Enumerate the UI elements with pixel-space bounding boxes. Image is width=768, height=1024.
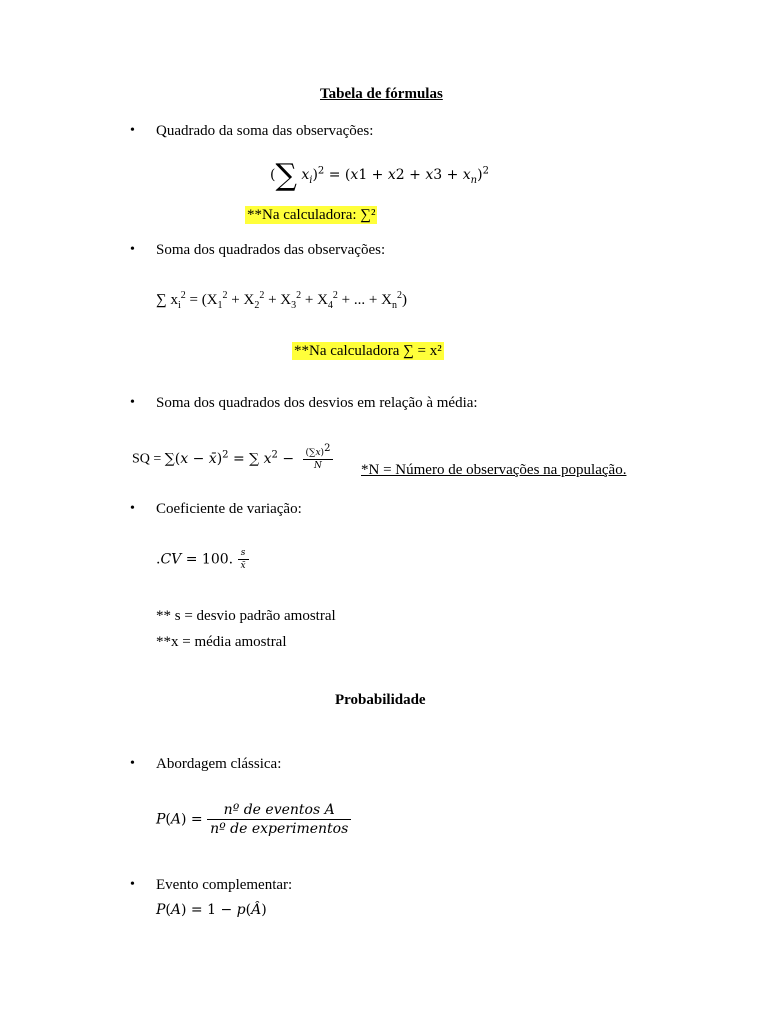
section-heading-probabilidade: Probabilidade (335, 692, 426, 708)
page-title: Tabela de fórmulas (320, 86, 443, 102)
note-s-desvio: ** s = desvio padrão amostral (156, 608, 336, 624)
calc-note-quadrado-soma (245, 206, 377, 224)
formula-sq: SQ = ∑(x − x̄)$^2$ = ∑ $x^2$ − $\frac{(\sum x)^2}{N}$ (132, 448, 333, 471)
bullet-dot: • (130, 877, 135, 892)
item-label-soma-quadrados: Soma dos quadrados das observações: (156, 242, 386, 258)
note-x-media: **x = média amostral (156, 634, 287, 650)
formula-quadrado-soma: (∑ $x_i)^2 = (x1 + x2 + x3 + x_n)^2$ (270, 158, 489, 193)
formula-evento-complementar: P(A) = 1 − p(Â) (156, 902, 267, 918)
bullet-dot: • (130, 123, 135, 138)
bullet-dot: • (130, 501, 135, 516)
formula-soma-quadrados: ∑ $x_i^2 = (X_1^2 + X_2^2 + X_3^2 + X_4^2$ + ... + $X_n^2$) (156, 290, 407, 311)
calc-note-soma-quadrados (292, 342, 444, 360)
bullet-dot: • (130, 242, 135, 257)
item-label-evento-complementar: Evento complementar: (156, 877, 293, 893)
item-label-quadrado-soma: Quadrado da soma das observações: (156, 123, 374, 139)
item-label-abordagem-classica: Abordagem clássica: (156, 756, 282, 772)
note-n-populacao: *N = Número de observações na população. (361, 462, 627, 478)
item-label-coef-variacao: Coeficiente de variação: (156, 501, 302, 517)
bullet-dot: • (130, 756, 135, 771)
item-label-soma-desvios: Soma dos quadrados dos desvios em relação à média: (156, 395, 478, 411)
bullet-dot: • (130, 395, 135, 410)
highlight-calc-note: **Na calculadora: ∑² (247, 207, 376, 223)
fraction-denominator: nº de experimentos (210, 821, 349, 837)
formula-cv: .CV = 100. $\frac{s}{x̄}$ (156, 548, 249, 571)
fraction-numerator: nº de eventos A (207, 802, 351, 820)
formula-abordagem-classica: P(A) = $\frac{\text{nº de eventos A}}{\text{nº de experimentos}}$ (156, 802, 351, 837)
highlight-calc-note: **Na calculadora ∑ = x² (294, 343, 442, 359)
